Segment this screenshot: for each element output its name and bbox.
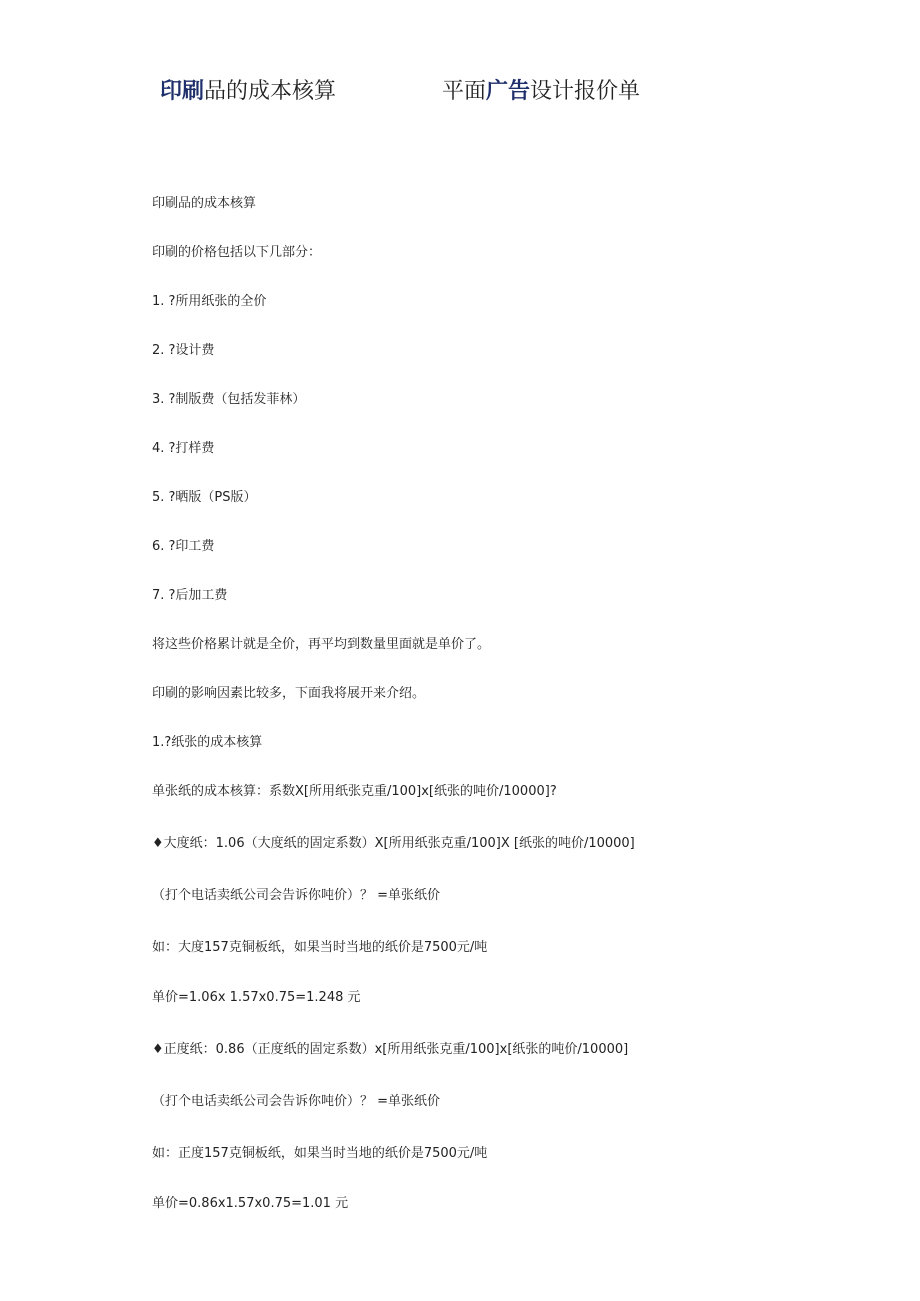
body-line: 将这些价格累计就是全价，再平均到数量里面就是单价了。: [152, 637, 491, 652]
title-ad-quote: [442, 74, 640, 110]
body-line: 2. ?设计费: [152, 343, 215, 358]
body-line: 6. ?印工费: [152, 539, 215, 554]
body-line: 1.?纸张的成本核算: [152, 735, 263, 750]
body-line: 印刷的价格包括以下几部分：: [152, 245, 322, 260]
title-right-prefix: 平面: [442, 79, 487, 104]
body-line: 单张纸的成本核算：系数X[所用纸张克重/100]x[纸张的吨价/10000]?: [152, 784, 557, 799]
body-line: 1. ?所用纸张的全价: [152, 294, 267, 309]
body-line: （打个电话卖纸公司会告诉你吨价）？ =单张纸价: [152, 1094, 441, 1109]
body-line: ♦正度纸：0.86（正度纸的固定系数）x[所用纸张克重/100]x[纸张的吨价/10000]: [152, 1042, 629, 1057]
body-line: 5. ?晒版（PS版）: [152, 490, 257, 505]
body-line: ♦大度纸：1.06（大度纸的固定系数）X[所用纸张克重/100]X [纸张的吨价/10000]: [152, 836, 635, 851]
title-left-rest: 品的成本核算: [204, 79, 337, 104]
title-highlight-ad: 广告: [486, 79, 531, 104]
body-line: 单价=0.86x1.57x0.75=1.01 元: [152, 1196, 349, 1211]
title-highlight-print: 印刷: [160, 79, 205, 104]
title-right-suffix: 设计报价单: [530, 79, 641, 104]
body-line: 3. ?制版费（包括发菲林）: [152, 392, 306, 407]
body-line: 如：大度157克铜板纸，如果当时当地的纸价是7500元/吨: [152, 940, 488, 955]
title-cost-accounting: [160, 74, 336, 110]
body-line: 7. ?后加工费: [152, 588, 228, 603]
body-line: 印刷品的成本核算: [152, 196, 257, 211]
body-line: 4. ?打样费: [152, 441, 215, 456]
body-line: 单价=1.06x 1.57x0.75=1.248 元: [152, 990, 361, 1005]
body-line: （打个电话卖纸公司会告诉你吨价）？ =单张纸价: [152, 888, 441, 903]
document-title: [160, 74, 780, 110]
body-line: 印刷的影响因素比较多，下面我将展开来介绍。: [152, 686, 426, 701]
body-line: 如：正度157克铜板纸，如果当时当地的纸价是7500元/吨: [152, 1146, 488, 1161]
